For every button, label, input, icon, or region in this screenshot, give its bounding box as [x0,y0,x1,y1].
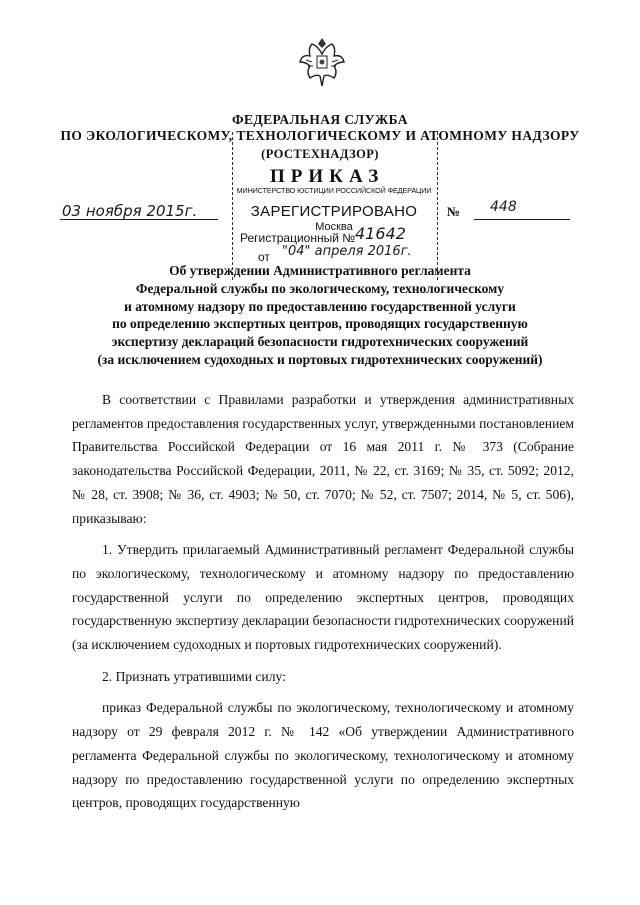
title-line: Федеральной службы по экологическому, технологическому [135,280,505,296]
body-paragraph-revoked-order: приказ Федеральной службы по экологическому, технологическому и атомному надзору от 29 февраля 2012 г. № 142 «Об утверждении Административного регламента Федеральной службы по экологическому, технологическому и атомному надзору по предоставлению государственной услуги по определению экспертных центров, проводящих государственную [72,700,574,811]
title-line: по определению экспертных центров, проводящих государственную [112,316,528,332]
body-paragraph-item-2: 2. Признать утратившими силу: [102,668,286,684]
stamp-ministry: МИНИСТЕРСТВО ЮСТИЦИИ РОССИЙСКОЙ ФЕДЕРАЦИИ [236,186,432,195]
stamp-reg-label: Регистрационный № [240,231,356,245]
stamp-registered: ЗАРЕГИСТРИРОВАНО [250,203,418,220]
agency-name-line1: ФЕДЕРАЛЬНАЯ СЛУЖБА [232,112,408,127]
order-date: 03 ноября 2015г. [62,202,198,220]
stamp-date-value: "04" апреля 2016г. [282,244,412,259]
title-line: (за исключением судоходных и портовых гидротехнических сооружений) [97,351,543,367]
body-paragraph-preamble: В соответствии с Правилами разработки и утверждения административных регламентов предоставления государственных услуг, утвержденными постановлением Правительства Российской Федерации от 16 мая 2011 г. № 373 (Собрание законодательства Российской Федерации, 2011, № 22, ст. 3169; № 35, ст. 5092; 2012, № 28, ст. 3908; № 36, ст. 4903; № 50, ст. 7070; № 52, ст. 7507; 2014, № 5, ст. 506), приказываю: [72,392,574,526]
order-title [60,262,580,369]
order-number-label: № [447,204,461,219]
title-line: экспертизу деклараций безопасности гидротехнических сооружений [111,334,529,350]
agency-short-name: (РОСТЕХНАДЗОР) [261,147,379,161]
agency-name-line2: ПО ЭКОЛОГИЧЕСКОМУ, ТЕХНОЛОГИЧЕСКОМУ И АТОМНОМУ НАДЗОРУ [60,128,580,143]
stamp-city: Москва [315,221,353,233]
body-paragraph-item-1: 1. Утвердить прилагаемый Административный регламент Федеральной службы по экологическому, технологическому и атомному надзору по предоставлению государственной услуги по определению экспертных центров, проводящих государственную экспертизу декларации безопасности гидротехнических сооружений (за исключением судоходных и портовых гидротехнических сооружений). [72,542,574,653]
title-line: Об утверждении Административного регламента [169,263,471,278]
document-type-heading: ПРИКАЗ [270,166,385,187]
order-body [72,388,574,815]
stamp-date-label: от [258,250,270,264]
stamp-reg-number: 41642 [355,224,406,243]
title-line: и атомному надзору по предоставлению государственной услуги [124,298,516,314]
coat-of-arms-emblem [298,34,346,90]
order-number-underline [474,219,570,220]
order-date-underline [60,219,218,220]
order-number: 448 [490,199,517,215]
